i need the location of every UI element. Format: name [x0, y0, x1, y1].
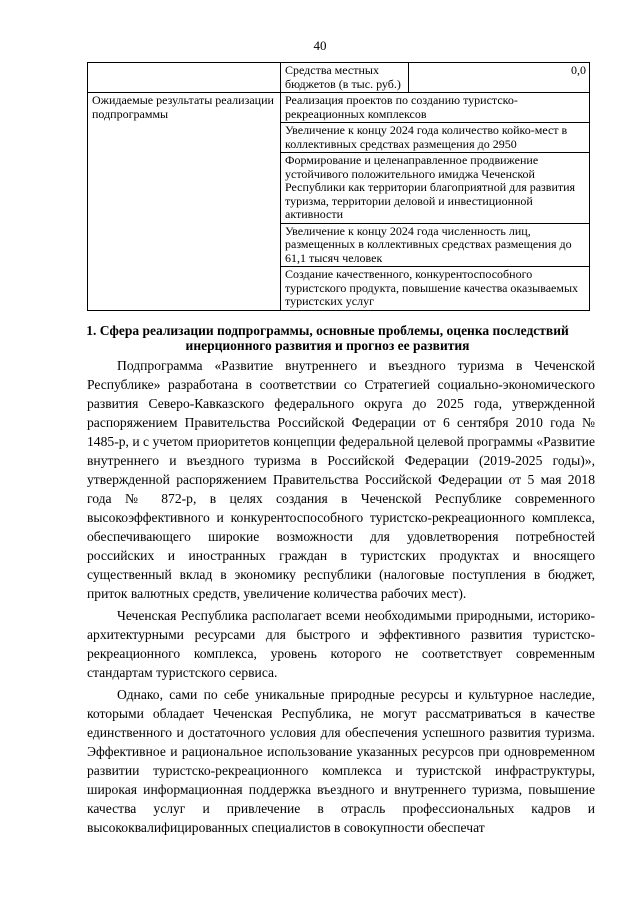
results-label: Ожидаемые результаты реализации подпрограммы — [88, 93, 281, 311]
section-heading: 1. Сфера реализации подпрограммы, основные проблемы, оценка последствий инерционного развития и прогноз ее развития — [86, 323, 569, 353]
paragraph: Подпрограмма «Развитие внутреннего и въездного туризма в Чеченской Республике» разработана в соответствии со Стратегией социально-экономического развития Северо-Кавказского федерального округа до 2025 года, утвержденной распоряжением Правительства Российской Федерации от 6 сентября 2010 года № 1485-р, и с учетом приоритетов концепции федеральной целевой программы «Развитие внутреннего и въездного туризма в Российской Федерации (2019-2025 годы)», утвержденной распоряжением Правительства Российской Федерации от 5 мая 2018 года № 872-р, в целях создания в Чеченской Республике современного высокоэффективного и конкурентоспособного туристско-рекреационного комплекса, обеспечивающего широкие возможности для удовлетворения потребностей российских и иностранных граждан в туристских продуктах и вносящего существенный вклад в экономику республики (налоговые поступления в бюджет, приток валютных средств, увеличение количества рабочих мест). — [87, 358, 595, 601]
result-item: Создание качественного, конкурентоспособного туристского продукта, повышение качества оказываемых туристских услуг — [281, 267, 590, 311]
funding-row-empty-cell — [88, 63, 281, 93]
result-item: Формирование и целенаправленное продвижение устойчивого положительного имиджа Чеченской Республики как территории благоприятной для развития туризма, территории деловой и инвестиционной активности — [281, 153, 590, 224]
funding-row — [88, 63, 590, 93]
paragraph: Чеченская Республика располагает всеми необходимыми природными, историко-архитектурными ресурсами для быстрого и эффективного развития туристско-рекреационного комплекса, уровень которого не соответствует современным стандартам туристского сервиса. — [87, 608, 595, 680]
result-item: Увеличение к концу 2024 года количество койко-мест в коллективных средствах размещения до 2950 — [281, 123, 590, 153]
result-item: Увеличение к концу 2024 года численность лиц, размещенных в коллективных средствах размещения до 61,1 тысяч человек — [281, 223, 590, 267]
paragraph: Однако, сами по себе уникальные природные ресурсы и культурное наследие, которыми обладает Чеченская Республика, не могут рассматриваться в качестве единственного и достаточного условия для обеспечения успешного развития туризма. Эффективное и рациональное использование указанных ресурсов при одновременном развитии туристско-рекреационного комплекса и туристской инфраструктуры, широкая информационная поддержка въездного и внутреннего туризма, повышение качества услуг и привлечение в отрасль профессиональных кадров и высококвалифицированных специалистов в совокупности обеспечат — [87, 687, 595, 835]
funding-source-value: 0,0 — [409, 63, 590, 93]
section-body — [87, 356, 595, 840]
page-number: 40 — [313, 38, 327, 53]
results-row — [88, 93, 590, 123]
result-item: Реализация проектов по созданию туристско-рекреационных комплексов — [281, 93, 590, 123]
funding-source-label: Средства местных бюджетов (в тыс. руб.) — [281, 63, 409, 93]
subprogram-passport-table — [87, 62, 590, 311]
